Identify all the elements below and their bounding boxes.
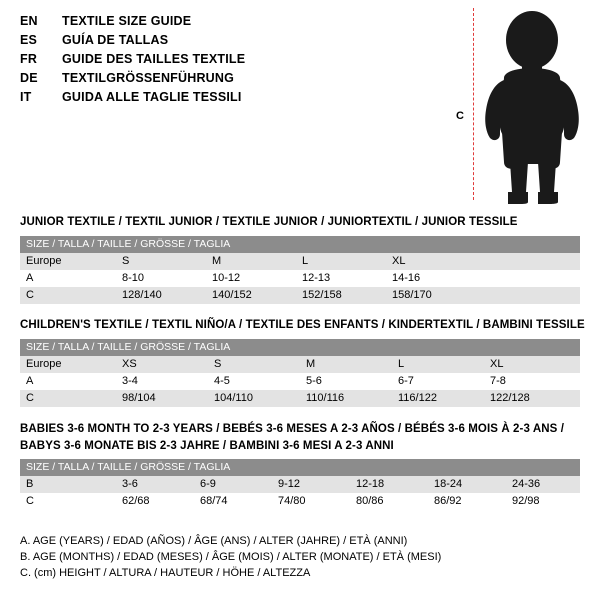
table-row — [20, 270, 580, 287]
cell: 140/152 — [206, 287, 296, 304]
cell: 6-9 — [194, 476, 272, 493]
table-row — [20, 253, 580, 270]
cell: 80/86 — [350, 493, 428, 510]
table-babies — [20, 459, 580, 510]
row-label: Europe — [20, 253, 116, 270]
legend-line-a: A. AGE (YEARS) / EDAD (AÑOS) / ÂGE (ANS) / ALTER (JAHRE) / ETÀ (ANNI) — [20, 535, 408, 547]
row-label: C — [20, 493, 116, 510]
cell: 98/104 — [116, 390, 208, 407]
language-title: TEXTILGRÖSSENFÜHRUNG — [62, 71, 235, 85]
cell: 4-5 — [208, 373, 300, 390]
toddler-silhouette-icon — [480, 10, 590, 206]
height-guide-line — [473, 8, 474, 200]
language-row — [20, 90, 420, 109]
language-code: IT — [20, 90, 32, 104]
cell: XL — [484, 356, 580, 373]
table-header-label: SIZE / TALLA / TAILLE / GRÖSSE / TAGLIA — [20, 459, 580, 476]
cell — [476, 253, 580, 270]
language-code: DE — [20, 71, 38, 85]
cell: 122/128 — [484, 390, 580, 407]
language-row — [20, 52, 420, 71]
cell: S — [208, 356, 300, 373]
language-code: EN — [20, 14, 38, 28]
row-label: A — [20, 270, 116, 287]
language-title: GUIDA ALLE TAGLIE TESSILI — [62, 90, 242, 104]
section-title-junior: JUNIOR TEXTILE / TEXTIL JUNIOR / TEXTILE JUNIOR / JUNIORTEXTIL / JUNIOR TESSILE — [20, 216, 518, 228]
cell: 110/116 — [300, 390, 392, 407]
cell: 158/170 — [386, 287, 476, 304]
cell: 8-10 — [116, 270, 206, 287]
cell: 10-12 — [206, 270, 296, 287]
row-label: Europe — [20, 356, 116, 373]
cell: 68/74 — [194, 493, 272, 510]
section-title-babies-line1: BABIES 3-6 MONTH TO 2-3 YEARS / BEBÉS 3-6 MESES A 2-3 AÑOS / BÉBÉS 3-6 MOIS À 2-3 ANS / — [20, 423, 564, 435]
cell: 3-6 — [116, 476, 194, 493]
table-children — [20, 339, 580, 407]
cell: L — [392, 356, 484, 373]
cell: M — [300, 356, 392, 373]
cell: XS — [116, 356, 208, 373]
cell: 128/140 — [116, 287, 206, 304]
cell: L — [296, 253, 386, 270]
table-row — [20, 287, 580, 304]
table-header-label: SIZE / TALLA / TAILLE / GRÖSSE / TAGLIA — [20, 339, 580, 356]
language-row — [20, 71, 420, 90]
cell: 152/158 — [296, 287, 386, 304]
height-measure-label: C — [456, 110, 464, 122]
measurement-figure — [440, 6, 590, 206]
language-code: ES — [20, 33, 38, 47]
language-title: TEXTILE SIZE GUIDE — [62, 14, 192, 28]
cell: 7-8 — [484, 373, 580, 390]
table-header-row — [20, 236, 580, 253]
row-label: C — [20, 390, 116, 407]
cell: 3-4 — [116, 373, 208, 390]
table-row — [20, 356, 580, 373]
language-row — [20, 33, 420, 52]
row-label: C — [20, 287, 116, 304]
legend-line-c: C. (cm) HEIGHT / ALTURA / HAUTEUR / HÖHE / ALTEZZA — [20, 567, 311, 579]
table-row — [20, 493, 580, 510]
row-label: B — [20, 476, 116, 493]
cell — [476, 287, 580, 304]
cell: XL — [386, 253, 476, 270]
cell: 5-6 — [300, 373, 392, 390]
language-code: FR — [20, 52, 38, 66]
table-header-row — [20, 339, 580, 356]
cell: 12-13 — [296, 270, 386, 287]
language-list — [20, 14, 420, 109]
cell: 9-12 — [272, 476, 350, 493]
cell: 104/110 — [208, 390, 300, 407]
cell: 12-18 — [350, 476, 428, 493]
cell: 24-36 — [506, 476, 580, 493]
cell: S — [116, 253, 206, 270]
cell — [476, 270, 580, 287]
section-title-children: CHILDREN'S TEXTILE / TEXTIL NIÑO/A / TEXTILE DES ENFANTS / KINDERTEXTIL / BAMBINI TESSILE — [20, 319, 585, 331]
table-row — [20, 476, 580, 493]
table-row — [20, 390, 580, 407]
language-row — [20, 14, 420, 33]
cell: 14-16 — [386, 270, 476, 287]
cell: M — [206, 253, 296, 270]
table-row — [20, 373, 580, 390]
cell: 92/98 — [506, 493, 580, 510]
section-title-babies-line2: BABYS 3-6 MONATE BIS 2-3 JAHRE / BAMBINI 3-6 MESI A 2-3 ANNI — [20, 440, 394, 452]
table-header-label: SIZE / TALLA / TAILLE / GRÖSSE / TAGLIA — [20, 236, 580, 253]
cell: 86/92 — [428, 493, 506, 510]
cell: 62/68 — [116, 493, 194, 510]
cell: 18-24 — [428, 476, 506, 493]
language-title: GUIDE DES TAILLES TEXTILE — [62, 52, 246, 66]
row-label: A — [20, 373, 116, 390]
table-header-row — [20, 459, 580, 476]
cell: 116/122 — [392, 390, 484, 407]
cell: 74/80 — [272, 493, 350, 510]
table-junior — [20, 236, 580, 304]
legend-line-b: B. AGE (MONTHS) / EDAD (MESES) / ÂGE (MOIS) / ALTER (MONATE) / ETÀ (MESI) — [20, 551, 442, 563]
cell: 6-7 — [392, 373, 484, 390]
legend — [20, 533, 441, 581]
language-title: GUÍA DE TALLAS — [62, 33, 169, 47]
